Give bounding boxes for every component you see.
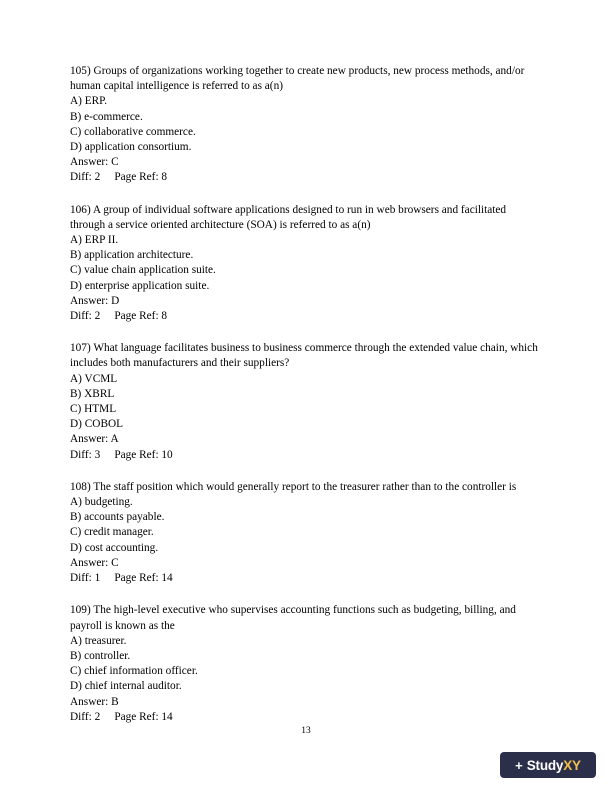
question-choice: A) ERP. [70,95,108,108]
question-choice: A) budgeting. [70,496,133,509]
question-choice: C) credit manager. [70,526,154,539]
question-choice: D) application consortium. [70,141,192,154]
question-block [70,480,542,586]
question-block [70,203,542,325]
question-stem: 107) What language facilitates business to business commerce through the extended value chain, which includes both manufacturers and their suppliers? [70,342,538,370]
question-choice: C) value chain application suite. [70,264,216,277]
question-stem: 109) The high-level executive who supervises accounting functions such as budgeting, billing, and payroll is known as the [70,604,516,632]
question-choice: B) accounts payable. [70,511,165,524]
question-answer: Answer: B [70,695,119,708]
question-meta: Diff: 1 Page Ref: 14 [70,572,173,585]
question-choice: B) XBRL [70,387,115,400]
question-block [70,603,542,725]
question-block [70,64,542,186]
studyxy-watermark[interactable] [500,752,596,778]
question-meta: Diff: 3 Page Ref: 10 [70,448,173,461]
question-choice: B) controller. [70,649,131,662]
question-stem: 105) Groups of organizations working together to create new products, new process methods, and/or human capital intelligence is referred to as a(n) [70,65,525,93]
question-answer: Answer: A [70,433,119,446]
question-answer: Answer: C [70,156,119,169]
brand-main: Study [526,757,564,773]
question-choice: D) enterprise application suite. [70,279,210,292]
question-choice: C) HTML [70,403,117,416]
question-meta: Diff: 2 Page Ref: 8 [70,310,168,323]
question-choice: D) COBOL [70,418,124,431]
plus-icon: + [515,757,523,773]
question-choice: C) chief information officer. [70,665,198,678]
question-choice: B) application architecture. [70,249,194,262]
question-choice: D) chief internal auditor. [70,680,182,693]
question-choice: D) cost accounting. [70,541,159,554]
question-stem: 108) The staff position which would generally report to the treasurer rather than to the controller is [70,480,517,493]
question-meta: Diff: 2 Page Ref: 14 [70,710,173,723]
question-choice: C) collaborative commerce. [70,125,196,138]
page-number: 13 [301,726,311,736]
question-choice: A) treasurer. [70,634,127,647]
brand-accent: XY [563,757,581,773]
question-stem: 106) A group of individual software applications designed to run in web browsers and facilitated through a service oriented architecture (SOA) is referred to as a(n) [70,203,507,231]
question-choice: A) VCML [70,372,118,385]
question-answer: Answer: D [70,294,120,307]
question-choice: B) e-commerce. [70,110,143,123]
brand-label [527,758,581,773]
question-answer: Answer: C [70,556,119,569]
question-meta: Diff: 2 Page Ref: 8 [70,171,168,184]
question-block [70,341,542,463]
question-choice: A) ERP II. [70,234,119,247]
